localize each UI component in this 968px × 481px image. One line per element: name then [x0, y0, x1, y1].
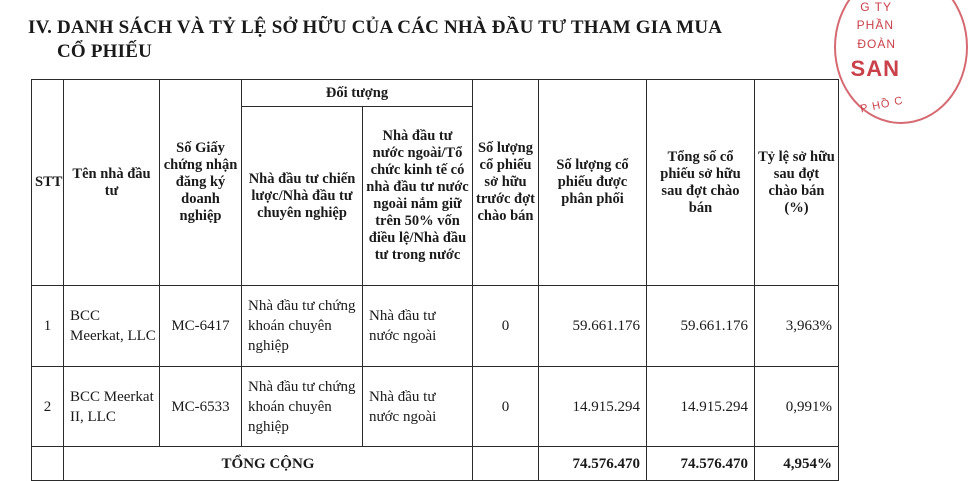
total-allocated: 74.576.470: [539, 447, 647, 481]
company-seal: [830, 0, 905, 125]
table-row: [32, 367, 839, 447]
header-ratio: Tỷ lệ sở hữu sau đợt chào bán (%): [755, 80, 839, 286]
cell-before: 0: [473, 367, 539, 447]
cell-allocated: 14.915.294: [539, 367, 647, 447]
section-title: [28, 16, 818, 64]
cell-license: MC-6533: [160, 367, 242, 447]
header-before: Số lượng cổ phiếu sở hữu trước đợt chào bán: [473, 80, 539, 286]
header-name: Tên nhà đầu tư: [64, 80, 160, 286]
cell-strategic: Nhà đầu tư chứng khoán chuyên nghiệp: [242, 367, 363, 447]
seal-text-1: G TY: [860, 0, 892, 14]
seal-text-5: P HỒ C: [859, 94, 905, 116]
total-ratio: 4,954%: [755, 447, 839, 481]
total-before-cell: [473, 447, 539, 481]
seal-text-3: ĐOÀN: [857, 37, 896, 51]
cell-name: BCC Meerkat II, LLC: [64, 367, 160, 447]
cell-name: BCC Meerkat, LLC: [64, 286, 160, 367]
seal-text-2: PHẦN: [856, 18, 894, 32]
header-stt: STT: [32, 80, 64, 286]
header-group: Đối tượng: [242, 80, 473, 107]
cell-license: MC-6417: [160, 286, 242, 367]
header-after: Tổng số cổ phiếu sở hữu sau đợt chào bán: [647, 80, 755, 286]
cell-after: 59.661.176: [647, 286, 755, 367]
total-label: TỔNG CỘNG: [64, 447, 473, 481]
cell-ratio: 0,991%: [755, 367, 839, 447]
header-allocated: Số lượng cổ phiếu được phân phối: [539, 80, 647, 286]
cell-foreign: Nhà đầu tư nước ngoài: [363, 286, 473, 367]
cell-after: 14.915.294: [647, 367, 755, 447]
section-title-line2: CỔ PHIẾU: [57, 41, 153, 62]
cell-strategic: Nhà đầu tư chứng khoán chuyên nghiệp: [242, 286, 363, 367]
cell-ratio: 3,963%: [755, 286, 839, 367]
cell-before: 0: [473, 286, 539, 367]
cell-stt: 2: [32, 367, 64, 447]
total-row: [32, 447, 839, 481]
total-blank-cell: [32, 447, 64, 481]
cell-foreign: Nhà đầu tư nước ngoài: [363, 367, 473, 447]
cell-allocated: 59.661.176: [539, 286, 647, 367]
seal-text-4: SAN: [850, 56, 900, 81]
investor-ownership-table: [31, 79, 839, 481]
total-after: 74.576.470: [647, 447, 755, 481]
header-strategic: Nhà đầu tư chiến lược/Nhà đầu tư chuyên nghiệp: [242, 107, 363, 286]
header-row-1: [32, 80, 839, 107]
section-title-line1: IV. DANH SÁCH VÀ TỶ LỆ SỞ HỮU CỦA CÁC NHÀ ĐẦU TƯ THAM GIA MUA: [28, 17, 723, 38]
header-foreign: Nhà đầu tư nước ngoài/Tổ chức kinh tế có nhà đầu tư nước ngoài nắm giữ trên 50% vốn điều lệ/Nhà đầu tư trong nước: [363, 107, 473, 286]
table-row: [32, 286, 839, 367]
header-license: Số Giấy chứng nhận đăng ký doanh nghiệp: [160, 80, 242, 286]
cell-stt: 1: [32, 286, 64, 367]
